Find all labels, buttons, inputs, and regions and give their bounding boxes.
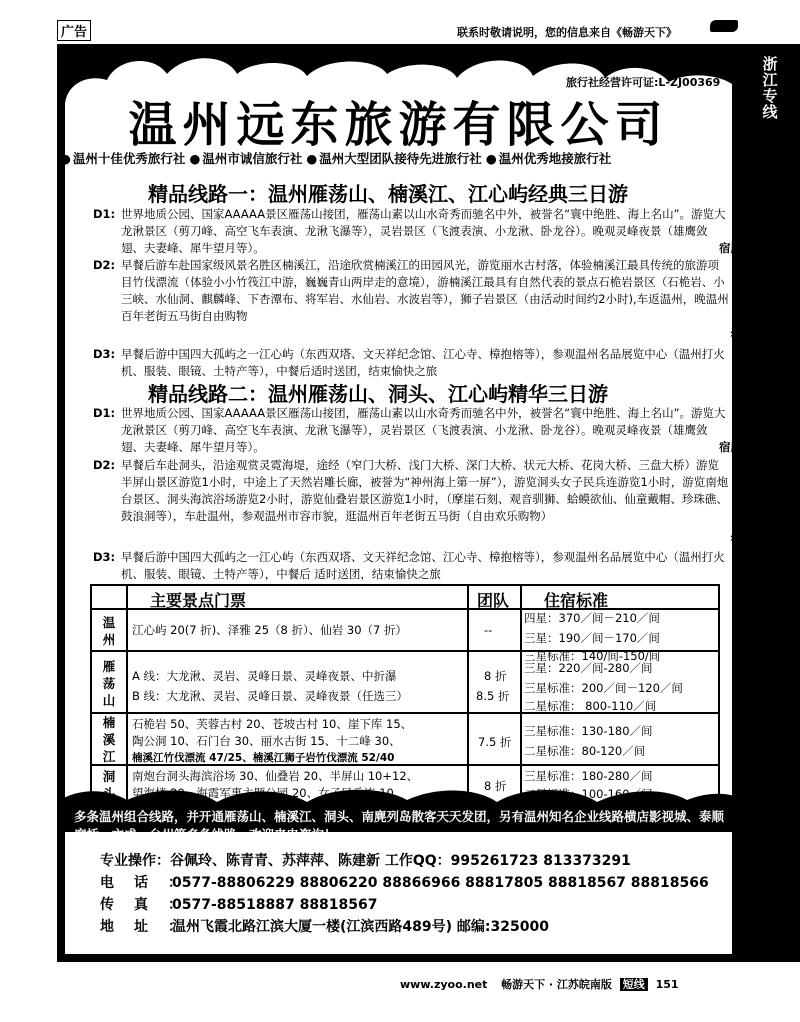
company-name: 温州远东旅游有限公司	[128, 97, 669, 153]
header-group: 团队	[477, 591, 510, 610]
footer-magazine: 畅游天下 · 江苏皖南版	[501, 978, 612, 991]
hotel-cell: 三星标准：140/间-150/间	[524, 649, 661, 663]
phone-value: 0577-88806229 88806220 88866966 88817805 88818567 88818566	[172, 875, 709, 891]
spots-cell: 陶公洞 10、石门台 30、丽水古街 15、十二峰 30、	[132, 734, 401, 748]
route1-day1-stay: 宿雁荡山	[719, 241, 765, 255]
group-cell: 7.5 折	[478, 735, 512, 749]
route2-day1	[93, 405, 730, 456]
fax-label: 传真：	[100, 897, 202, 913]
address-value: 温州飞霞北路江滨大厦一楼(江滨西路489号) 邮编:325000	[172, 919, 549, 935]
footer-section: 短线	[620, 978, 648, 991]
hotel-cell: 二星标准：80-120／间	[524, 744, 646, 758]
page-footer	[400, 976, 780, 992]
contact-phone	[100, 872, 709, 892]
honor-item: ● 温州大型团队接待先进旅行社	[306, 149, 481, 167]
day-label: D1:	[93, 406, 116, 420]
row-name-nanxijiang: 楠溪江	[102, 715, 116, 764]
ops-value: 谷佩玲、陈青青、苏萍萍、陈建新 工作QQ：995261723 813373291	[170, 853, 631, 869]
route1-day3	[93, 346, 730, 380]
honor-item: ● 温州十佳优秀旅行社	[60, 149, 185, 167]
top-header	[57, 14, 740, 44]
day-text: 早餐后游中国四大孤屿之一江心屿（东西双塔、文天祥纪念馆、江心寺、樟抱榕等），参观温州名品展览中心（温州打火机、服装、眼镜、土特产等），中餐后 适时送团，结束愉快之旅	[121, 550, 725, 581]
header-spots: 主要景点门票	[150, 591, 247, 610]
ticket-hotel-table	[90, 584, 720, 806]
contact-address	[100, 916, 549, 936]
route2-day2	[93, 457, 730, 525]
day-label: D1:	[93, 207, 116, 221]
divider	[520, 586, 522, 804]
route2-day2-stay: 宿温州	[730, 532, 765, 546]
honor-list	[60, 149, 740, 167]
side-strip	[740, 132, 800, 962]
spots-cell: B 线：大龙湫、灵岩、灵峰日景、灵峰夜景（任选三）	[132, 689, 409, 703]
ops-label: 专业操作：	[100, 853, 170, 869]
source-note: 联系时敬请说明，您的信息来自《畅游天下》	[457, 26, 677, 39]
spots-cell: 南炮台洞头海滨浴场 30、仙叠岩 20、半屏山 10+12、	[132, 769, 419, 783]
day-label: D2:	[93, 258, 116, 272]
hotel-cell: 三星：190／间－170／间	[524, 631, 660, 645]
hotel-cell: 三星：220／间-280／间	[524, 661, 653, 675]
group-cell: --	[484, 623, 493, 637]
day-label: D2:	[93, 458, 116, 472]
hotel-cell: 四星：370／间－210／间	[524, 611, 660, 625]
route1-day1	[93, 206, 730, 257]
group-cell: 8 折	[484, 669, 507, 683]
divider	[126, 586, 128, 804]
row-name-yandangshan: 雁荡山	[102, 659, 116, 708]
footer-page-number: 151	[655, 978, 679, 991]
hotel-cell: 三星标准：180-280／间	[524, 769, 653, 783]
address-label: 地址：	[100, 919, 202, 935]
section-side-tab	[740, 44, 800, 132]
day-text: 世界地质公园、国家AAAAA景区雁荡山接团，雁荡山素以山水奇秀而驰名中外，被誉名“寰中绝胜、海上名山”。游览大龙湫景区（剪刀峰、高空飞车表演、龙湫飞瀑等），灵岩景区（飞渡表演、小龙湫、卧龙谷）。晚观灵峰夜景（雄鹰敛翅、夫妻峰、犀牛望月等）。	[121, 207, 726, 255]
hotel-cell: 三星标准：200／间－120／间	[524, 681, 683, 695]
day-text: 早餐后车赴洞头，沿途观赏灵霓海堤，途经（窄门大桥、浅门大桥、深门大桥、状元大桥、花岗大桥、三盘大桥）游览半屏山景区游览1小时，中途上了天然岩雕长廊，被誉为“神州海上第一屏”），游览洞头女子民兵连游览1小时，游览南炮台景区、洞头海滨浴场游览2小时，游览仙叠岩景区游览1小时，（摩崖石刻、观音驯狮、蛤蟆欲仙、仙童戴帽、珍珠礁、鼓浪洞等），车赴温州，参观温州市容市貌，逛温州百年老街五马街（自由欢乐购物）	[121, 458, 729, 523]
route1-title: 精品线路一：温州雁荡山、楠溪江、江心屿经典三日游	[148, 182, 628, 206]
divider	[467, 586, 469, 804]
day-text: 早餐后游车赴国家级风景名胜区楠溪江，沿途欣赏楠溪江的田园风光，游览丽水古村落，体验楠溪江最具传统的旅游项目竹伐漂流（体验小小竹筏江中游，巍巍青山两岸走的意境），游楠溪江最具有自然代表的景点石桅岩景区（石桅岩、小三峡、水仙洞、麒麟峰、下杏潭布、将军岩、水仙岩、水波岩等），狮子岩景区（由活动时间约2小时),车返温州，晚温州百年老街五马街自由购物	[121, 258, 729, 323]
fax-value: 0577-88518887 88818567	[172, 897, 378, 913]
honor-item: ● 温州优秀地接旅行社	[486, 149, 611, 167]
route2-day3	[93, 549, 730, 583]
spots-cell: A 线：大龙湫、灵岩、灵峰日景、灵峰夜景、中折瀑	[132, 669, 397, 683]
route2-title: 精品线路二：温州雁荡山、洞头、江心屿精华三日游	[148, 382, 608, 406]
row-name-wenzhou: 温州	[102, 615, 116, 647]
day-label: D3:	[93, 347, 116, 361]
ad-tag: 广告	[57, 20, 91, 41]
spots-cell: 楠溪江竹伐漂流 47/25、楠溪江狮子岩竹伐漂流 52/40	[132, 752, 395, 764]
day-text: 早餐后游中国四大孤屿之一江心屿（东西双塔、文天祥纪念馆、江心寺、樟抱榕等），参观温州名品展览中心（温州打火机、服装、眼镜、土特产等），中餐后适时送团，结束愉快之旅	[121, 347, 725, 378]
side-tab-label: 浙江专线	[762, 55, 778, 121]
honor-item: ● 温州市诚信旅行社	[189, 149, 302, 167]
day-text: 世界地质公园、国家AAAAA景区雁荡山接团，雁荡山素以山水奇秀而驰名中外，被誉名“寰中绝胜、海上名山”。游览大龙湫景区（剪刀峰、高空飞车表演、龙湫飞瀑等），灵岩景区（飞渡表演、小龙湫、卧龙谷）。晚观灵峰夜景（雄鹰敛翅、夫妻峰、犀牛望月等）。	[121, 406, 726, 454]
phone-label: 电话：	[100, 875, 202, 891]
contact-fax	[100, 894, 378, 914]
contact-ops	[100, 850, 631, 870]
license-number: 旅行社经营许可证:L-ZJ00369	[566, 76, 721, 89]
spots-cell: 石桅岩 50、芙蓉古村 20、苍坡古村 10、崖下库 15、	[132, 717, 413, 731]
hotel-cell: 二星标准：100-160／间	[524, 787, 653, 801]
hotel-cell: 三星标准：130-180／间	[524, 724, 653, 738]
table-header	[92, 586, 718, 610]
route1-day2	[93, 257, 730, 325]
promo-text: 多条温州组合线路，并开通雁荡山、楠溪江、洞头、南麂列岛散客天天发团，另有温州知名企业线路横店影视城、泰顺廊桥、文成、台州等多条线路，欢迎来电咨询！	[74, 809, 725, 842]
day-label: D3:	[93, 550, 116, 564]
route1-day2-stay: 宿温州	[730, 328, 765, 342]
header-hotel: 住宿标准	[544, 591, 609, 610]
group-cell: 8 折	[484, 779, 507, 793]
spots-cell: 江心屿 20(7 折)、泽雅 25（8 折）、仙岩 30（7 折）	[132, 623, 408, 637]
spots-cell: 望海楼 20、海霞军事主题公园 20、女子民兵连 10	[132, 786, 394, 800]
magazine-logo-icon	[710, 20, 738, 32]
footer-url: www.zyoo.net	[400, 978, 488, 991]
group-cell: 8.5 折	[476, 689, 510, 703]
row-name-dongtou: 洞头	[102, 769, 116, 801]
route2-day1-stay: 宿雁荡山	[719, 440, 765, 454]
hotel-cell: 二星标准： 800-110／间	[524, 699, 657, 713]
